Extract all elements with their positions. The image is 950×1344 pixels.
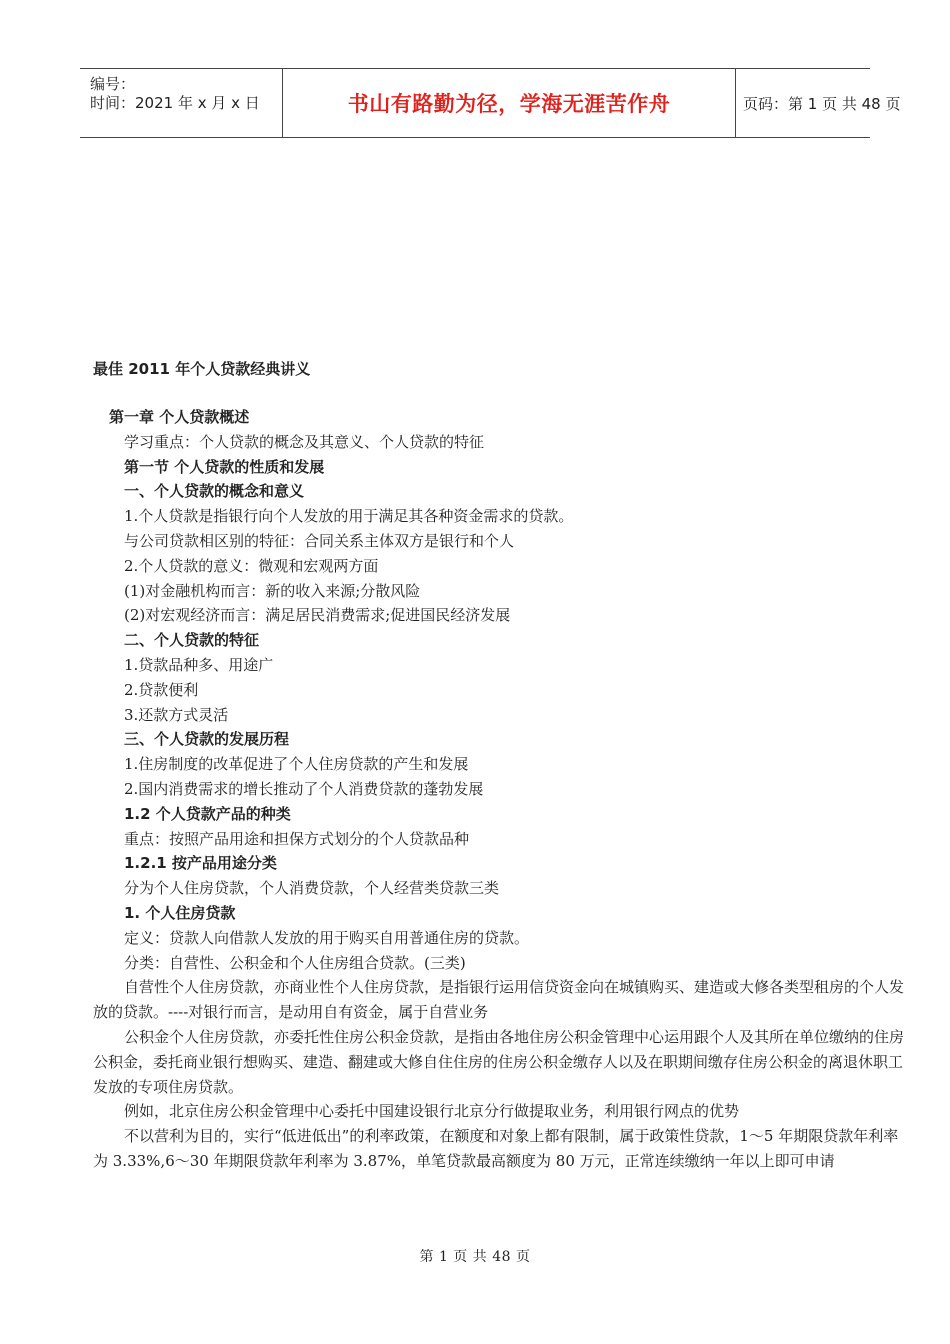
body-line: 1.个人贷款是指银行向个人发放的用于满足其各种资金需求的贷款。 xyxy=(124,507,574,526)
body-line: 与公司贷款相区别的特征：合同关系主体双方是银行和个人 xyxy=(124,531,515,550)
body-line: 定义：贷款人向借款人发放的用于购买自用普通住房的贷款。 xyxy=(124,928,530,947)
section-heading: 一、个人贷款的概念和意义 xyxy=(124,482,305,501)
body-line: (1)对金融机构而言：新的收入来源;分散风险 xyxy=(124,581,421,600)
body-line: 1.贷款品种多、用途广 xyxy=(124,655,274,674)
date-label: 时间：2021 年 x 月 x 日 xyxy=(90,94,260,112)
document-body xyxy=(93,405,913,1174)
doc-title: 最佳 2011 年个人贷款经典讲义 xyxy=(93,360,311,378)
body-paragraph: 例如，北京住房公积金管理中心委托中国建设银行北京分行做提取业务，利用银行网点的优势 xyxy=(124,1102,740,1121)
body-line: 2.国内消费需求的增长推动了个人消费贷款的蓬勃发展 xyxy=(124,779,484,798)
body-line: 3.还款方式灵活 xyxy=(124,705,229,724)
body-line: 2.贷款便利 xyxy=(124,680,199,699)
body-line: 重点：按照产品用途和担保方式划分的个人贷款品种 xyxy=(124,829,470,848)
body-line: 分为个人住房贷款，个人消费贷款，个人经营类贷款三类 xyxy=(124,879,500,898)
body-line: 分类：自营性、公积金和个人住房组合贷款。(三类) xyxy=(124,953,466,972)
header-table xyxy=(80,68,901,138)
section-heading: 第一节 个人贷款的性质和发展 xyxy=(124,457,325,476)
page-cell xyxy=(735,69,901,137)
body-line: 1.住房制度的改革促进了个人住房贷款的产生和发展 xyxy=(124,755,469,774)
section-heading: 1.2.1 按产品用途分类 xyxy=(124,854,277,873)
body-line: (2)对宏观经济而言：满足居民消费需求;促进国民经济发展 xyxy=(124,606,511,625)
body-line: 学习重点：个人贷款的概念及其意义、个人贷款的特征 xyxy=(124,432,485,451)
body-line: 2.个人贷款的意义：微观和宏观两方面 xyxy=(124,556,379,575)
page-label: 页码：第 1 页 共 48 页 xyxy=(743,94,901,113)
motto-cell xyxy=(282,69,736,137)
number-label: 编号： xyxy=(90,75,136,93)
section-heading: 1.2 个人贷款产品的种类 xyxy=(124,804,291,823)
body-paragraph: 自营性个人住房贷款，亦商业性个人住房贷款，是指银行运用信贷资金向在城镇购买、建造或大修各类型租房的个人发放的贷款。----对银行而言，是动用自有资金，属于自营业务 xyxy=(93,978,905,1022)
header-info-cell xyxy=(80,69,282,137)
section-heading: 二、个人贷款的特征 xyxy=(124,631,260,650)
section-heading: 1. 个人住房贷款 xyxy=(124,903,236,922)
chapter-heading: 第一章 个人贷款概述 xyxy=(109,408,250,426)
page-footer: 第 1 页 共 48 页 xyxy=(419,1249,531,1265)
body-paragraph: 公积金个人住房贷款，亦委托性住房公积金贷款，是指由各地住房公积金管理中心运用跟个人及其所在单位缴纳的住房公积金，委托商业银行想购买、建造、翻建或大修自住住房的住房公积金缴存人以及在职期间缴存住房公积金的离退休职工发放的专项住房贷款。 xyxy=(93,1027,905,1096)
section-heading: 三、个人贷款的发展历程 xyxy=(124,730,290,749)
body-paragraph: 不以营利为目的，实行“低进低出”的利率政策，在额度和对象上都有限制，属于政策性贷款，1～5 年期限贷款年利率为 3.33%,6～30 年期限贷款年利率为 3.87%，单笔贷款最高额度为 80 万元，正常连续缴纳一年以上即可申请 xyxy=(93,1127,899,1170)
motto: 书山有路勤为径，学海无涯苦作舟 xyxy=(347,92,671,116)
